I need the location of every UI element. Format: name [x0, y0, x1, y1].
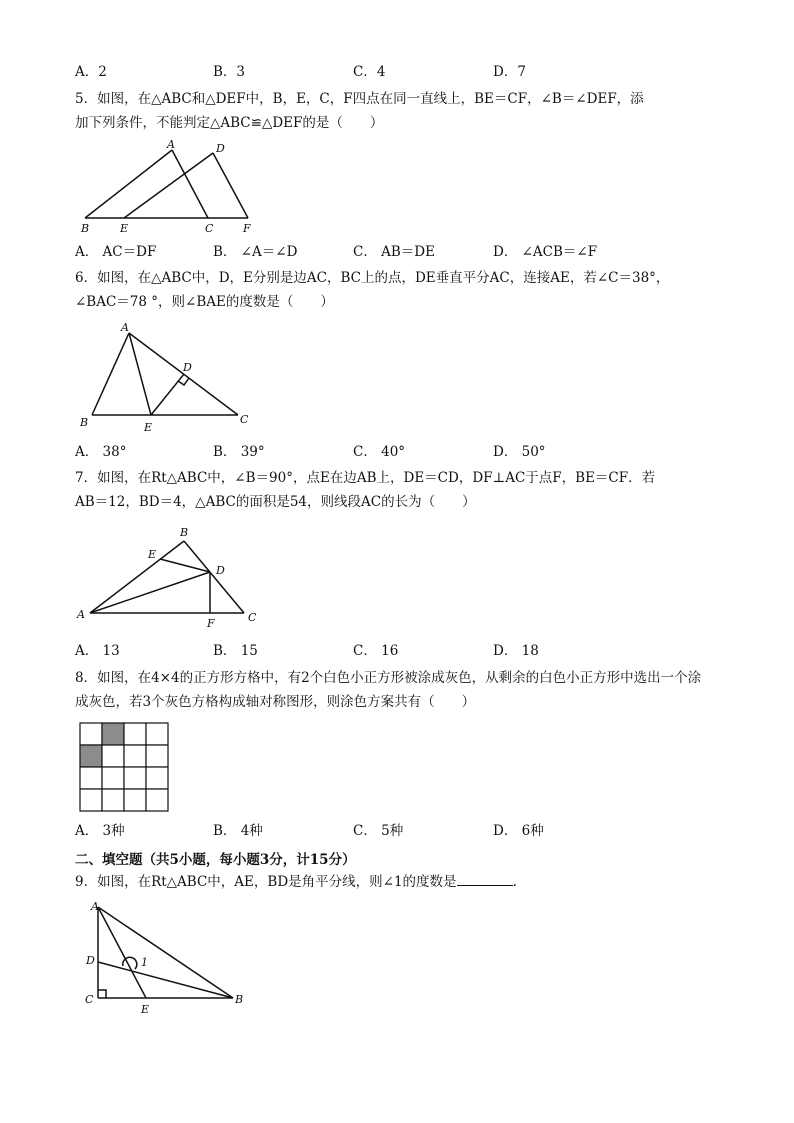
q9-line-db	[98, 962, 233, 998]
q8-text-line2: 成灰色，若3个灰色方格构成轴对称图形，则涂色方案共有（ ）	[75, 694, 476, 710]
q5-text-line2: 加下列条件，不能判定△ABC≌△DEF的是（ ）	[75, 115, 384, 131]
q7-option-b: B． 15	[213, 643, 258, 659]
q6-option-c: C． 40°	[353, 444, 406, 460]
q7-label-f: F	[207, 617, 215, 630]
q5-option-b: B． ∠A＝∠D	[213, 244, 298, 260]
q6-label-c: C	[240, 413, 249, 426]
q9-label-a: A	[91, 900, 99, 913]
q7-label-b: B	[180, 526, 189, 539]
q4-option-b: B．3	[213, 64, 246, 80]
q5-label-f: F	[243, 222, 251, 235]
q8-option-d: D． 6种	[493, 823, 544, 839]
q7-text-line1: 7．如图，在Rt△ABC中，∠B＝90°，点E在边AB上，DE＝CD，DF⊥AC于点F，BE＝CF．若	[75, 470, 656, 486]
q9-right-angle-mark	[98, 990, 106, 998]
q6-option-a: A． 38°	[75, 444, 127, 460]
q9-label-c: C	[85, 993, 94, 1006]
q5-text-line1: 5．如图，在△ABC和△DEF中，B，E，C，F四点在同一直线上，BE＝CF，∠B＝∠DEF，添	[75, 91, 644, 107]
q5-option-d: D． ∠ACB＝∠F	[493, 244, 598, 260]
q8-option-a: A． 3种	[75, 823, 125, 839]
q9-text-end: .	[512, 874, 517, 890]
q9-line-ab	[98, 907, 233, 998]
q5-label-a: A	[167, 138, 175, 151]
q9-label-b: B	[235, 993, 244, 1006]
q7-text-line2: AB＝12，BD＝4，△ABC的面积是54，则线段AC的长为（ ）	[75, 494, 476, 510]
q6-text-line1: 6．如图，在△ABC中，D，E分别是边AC，BC上的点，DE垂直平分AC，连接AE，若∠C＝38°，	[75, 270, 670, 286]
q7-label-d: D	[216, 564, 225, 577]
q6-text-line2: ∠BAC＝78 °，则∠BAE的度数是（ ）	[75, 294, 334, 310]
q4-option-d: D．7	[493, 64, 526, 80]
q6-label-e: E	[144, 421, 153, 434]
q5-option-a: A． AC＝DF	[75, 244, 157, 260]
section-2-heading: 二、填空题（共5小题，每小题3分，计15分）	[75, 852, 356, 868]
q8-text-line1: 8．如图，在4×4的正方形方格中，有2个白色小正方形被涂成灰色，从剩余的白色小正方形中选出一个涂	[75, 670, 702, 686]
q7-option-c: C． 16	[353, 643, 399, 659]
q6-label-d: D	[183, 361, 192, 374]
q6-option-b: B． 39°	[213, 444, 265, 460]
q9-label-d: D	[86, 954, 95, 967]
q8-option-c: C． 5种	[353, 823, 404, 839]
q5-option-c: C． AB＝DE	[353, 244, 435, 260]
q9-label-e: E	[141, 1003, 150, 1016]
q6-label-a: A	[121, 321, 129, 334]
q8-option-b: B． 4种	[213, 823, 263, 839]
q5-label-c: C	[205, 222, 214, 235]
q9-line-ae	[98, 907, 146, 998]
q7-label-a: A	[77, 608, 85, 621]
q5-label-b: B	[81, 222, 90, 235]
q6-label-b: B	[80, 416, 89, 429]
q4-option-a: A．2	[75, 64, 107, 80]
q7-label-c: C	[248, 611, 257, 624]
q4-option-c: C．4	[353, 64, 386, 80]
q5-label-d: D	[216, 142, 225, 155]
q5-label-e: E	[120, 222, 129, 235]
q7-option-a: A． 13	[75, 643, 120, 659]
q9-text-body: 9．如图，在Rt△ABC中，AE，BD是角平分线，则∠1的度数是	[75, 874, 457, 890]
q7-option-d: D． 18	[493, 643, 539, 659]
q6-option-d: D． 50°	[493, 444, 546, 460]
q7-label-e: E	[148, 548, 157, 561]
q9-label-angle-1: 1	[141, 956, 148, 969]
